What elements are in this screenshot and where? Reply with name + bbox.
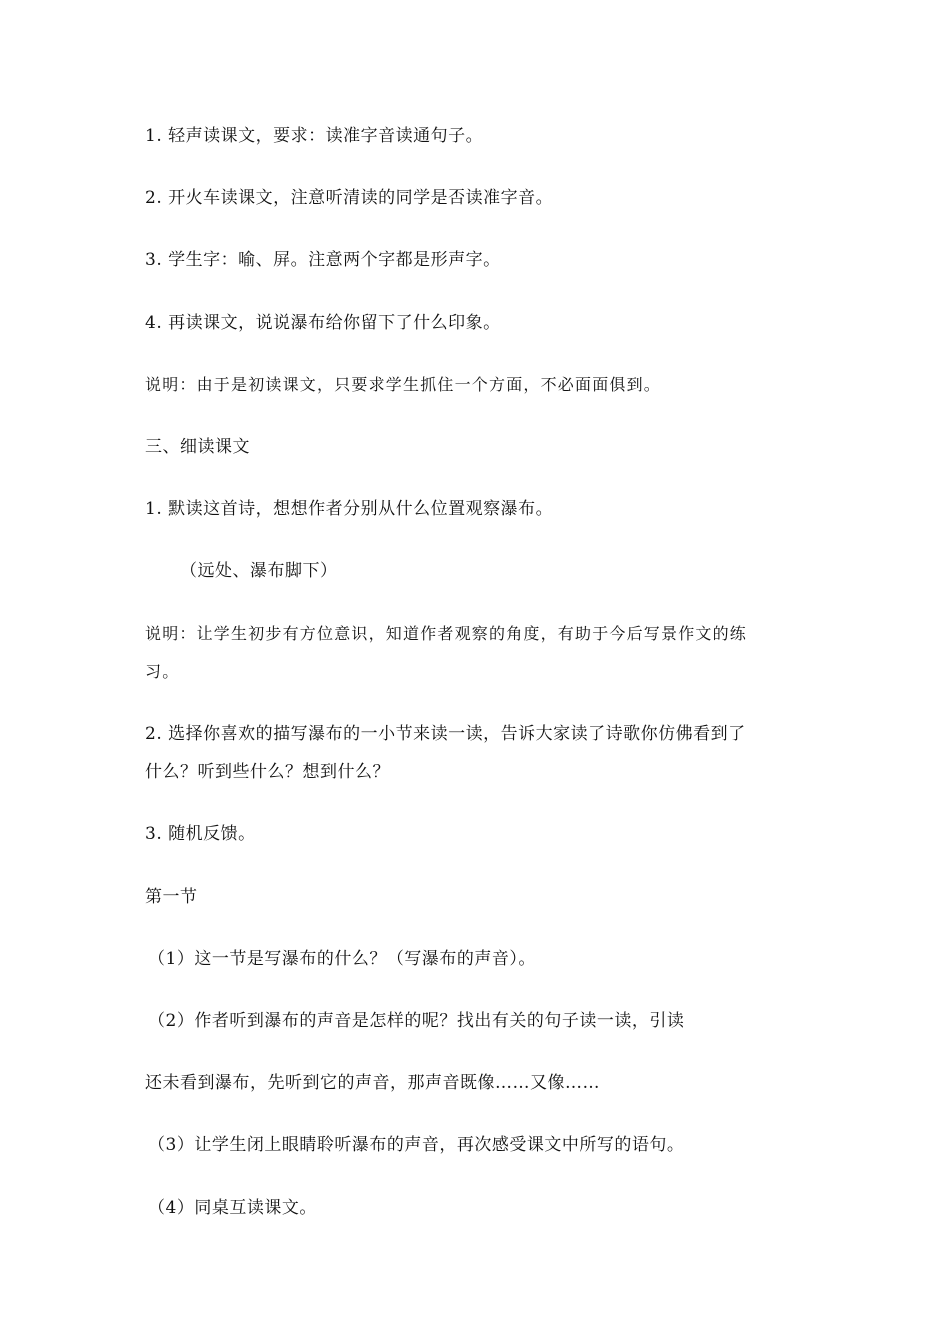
close-step-1: 1. 默读这首诗，想想作者分别从什么位置观察瀑布。 xyxy=(145,499,554,519)
step-1-light-reading: 1. 轻声读课文，要求：读准字音读通句子。 xyxy=(145,126,484,146)
close-step-2-continued: 什么？听到些什么？想到什么？ xyxy=(145,762,390,782)
answer-positions: （远处、瀑布脚下） xyxy=(180,561,338,581)
step-4-reread: 4. 再读课文，说说瀑布给你留下了什么印象。 xyxy=(145,313,501,333)
note-first-reading: 说明：由于是初读课文，只要求学生抓住一个方面，不必面面俱到。 xyxy=(145,375,662,394)
guided-reading-line: 还未看到瀑布，先听到它的声音，那声音既像……又像…… xyxy=(145,1073,600,1093)
note-orientation-continued: 习。 xyxy=(145,662,180,681)
sub-item-1: （1）这一节是写瀑布的什么？（写瀑布的声音）。 xyxy=(148,949,536,969)
section-heading-close-reading: 三、细读课文 xyxy=(145,437,250,457)
step-3-learn-characters: 3. 学生字：喻、屏。注意两个字都是形声字。 xyxy=(145,250,501,270)
close-step-3: 3. 随机反馈。 xyxy=(145,824,256,844)
sub-item-2: （2）作者听到瀑布的声音是怎样的呢？找出有关的句子读一读，引读 xyxy=(148,1011,685,1031)
step-2-train-reading: 2. 开火车读课文，注意听清读的同学是否读准字音。 xyxy=(145,188,554,208)
subheading-first-section: 第一节 xyxy=(145,887,198,907)
sub-item-4: （4）同桌互读课文。 xyxy=(148,1198,317,1218)
sub-item-3: （3）让学生闭上眼睛聆听瀑布的声音，再次感受课文中所写的语句。 xyxy=(148,1135,685,1155)
close-step-2: 2. 选择你喜欢的描写瀑布的一小节来读一读，告诉大家读了诗歌你仿佛看到了 xyxy=(145,724,746,744)
note-orientation: 说明：让学生初步有方位意识，知道作者观察的角度，有助于今后写景作文的练 xyxy=(145,624,748,643)
